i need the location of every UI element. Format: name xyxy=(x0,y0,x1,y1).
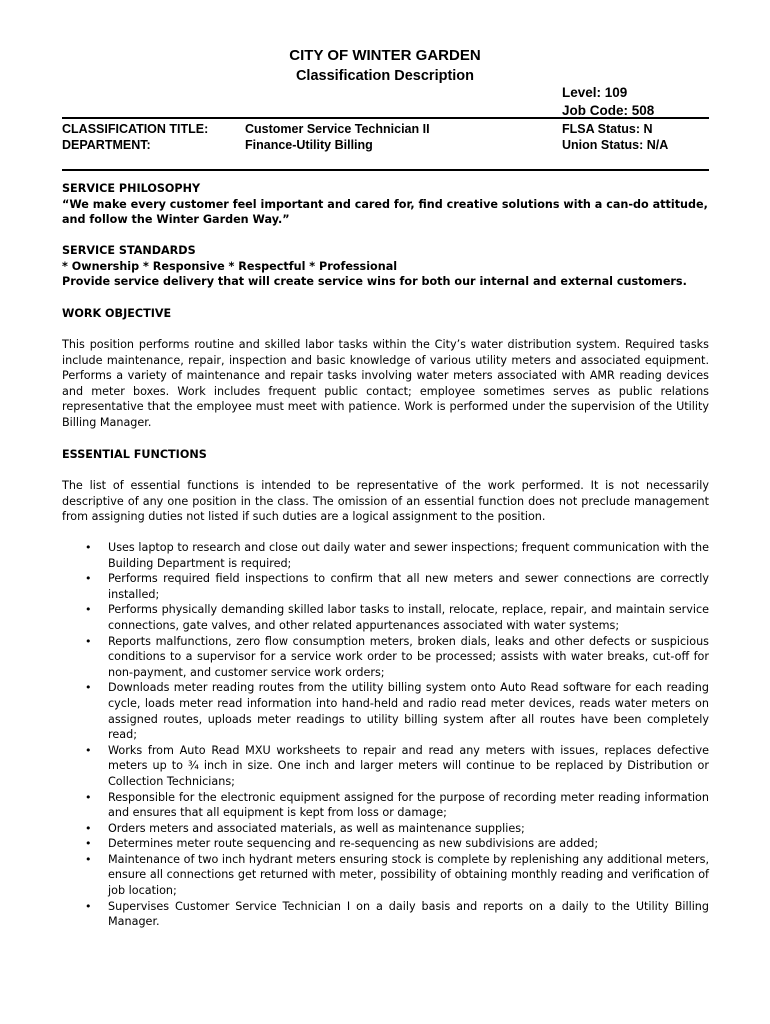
list-item: • Uses laptop to research and close out daily water and sewer inspections; frequent communication with the Building Department is required; xyxy=(85,541,709,570)
job-code-text: Job Code: 508 xyxy=(562,103,655,118)
service-philosophy-text: “We make every customer feel important and cared for, find creative solutions with a can-do attitude, and follow the Winter Garden Way.” xyxy=(62,197,708,227)
bullet-icon: • xyxy=(85,852,92,866)
bullet-icon: • xyxy=(85,541,92,554)
department-value: Finance-Utility Billing xyxy=(245,138,373,152)
bullet-icon: • xyxy=(85,790,92,804)
service-standards-section xyxy=(62,243,709,290)
service-standards-statement: Provide service delivery that will create service wins for both our internal and external customers. xyxy=(62,275,687,289)
list-item: • Maintenance of two inch hydrant meters ensuring stock is complete by replenishing any additional meters, ensure all connections get returned with meter, possibility of obtaining monthly reading and verification of job location; xyxy=(85,852,709,898)
level-block xyxy=(562,84,654,120)
org-title: CITY OF WINTER GARDEN xyxy=(289,47,481,64)
document-subtitle: Classification Description xyxy=(295,68,475,84)
list-item: • Determines meter route sequencing and re-sequencing as new subdivisions are added; xyxy=(85,837,599,851)
union-status: Union Status: N/A xyxy=(562,138,669,152)
list-item: • Supervises Customer Service Technician I on a daily basis and reports on a daily to the Utility Billing Manager. xyxy=(85,899,709,929)
service-philosophy-section xyxy=(62,181,709,228)
list-item: • Responsible for the electronic equipment assigned for the purpose of recording meter reading information and ensures that all equipment is kept from loss or damage; xyxy=(85,790,709,820)
service-philosophy-heading: SERVICE PHILOSOPHY xyxy=(62,182,201,195)
bullet-icon: • xyxy=(85,899,92,913)
bullet-icon: • xyxy=(85,634,92,648)
level-text: Level: 109 xyxy=(562,85,628,100)
bullet-icon: • xyxy=(85,821,92,835)
list-item: • Performs required field inspections to confirm that all new meters and sewer connections are correctly installed; xyxy=(85,572,709,601)
bullet-icon: • xyxy=(85,572,92,586)
bullet-icon: • xyxy=(85,743,92,757)
list-item: • Downloads meter reading routes from the utility billing system onto Auto Read software for each reading cycle, loads meter read information into hand-held and radio read meter devices, reads water meters on assigned routes, uploads meter readings to utility billing system after all routes have been completely read; xyxy=(85,681,709,742)
header-bottom-rule xyxy=(62,169,709,171)
essential-functions-heading: ESSENTIAL FUNCTIONS xyxy=(62,448,207,461)
list-item: • Reports malfunctions, zero flow consumption meters, broken dials, leaks and other defects or suspicious conditions to a supervisor for a service work order to be processed; assists with water breaks, cut-off for non-payment, and customer service work orders; xyxy=(85,634,709,679)
classification-value: Customer Service Technician II xyxy=(245,122,430,136)
service-standards-values: * Ownership * Responsive * Respectful * Professional xyxy=(62,259,398,273)
bullet-icon: • xyxy=(85,681,92,695)
work-objective-heading: WORK OBJECTIVE xyxy=(62,307,172,320)
department-label: DEPARTMENT: xyxy=(62,138,151,152)
bullet-icon: • xyxy=(85,603,92,617)
service-standards-heading: SERVICE STANDARDS xyxy=(62,244,196,257)
flsa-status: FLSA Status: N xyxy=(562,122,653,136)
work-objective-text: This position performs routine and skilled labor tasks within the City’s water distribution system. Required tasks include maintenance, repair, inspection and basic knowledge of various utility meters and associated equipment. Performs a variety of maintenance and repair tasks involving water meters associated with AMR reading devices and meter boxes. Work includes frequent public contact; employee sometimes serves as public relations representative that the employee must meet with patience. Work is performed under the supervision of the Utility Billing Manager. xyxy=(62,338,709,429)
essential-functions-intro: The list of essential functions is intended to be representative of the work performed. It is not necessarily descriptive of any one position in the class. The omission of an essential function does not preclude management from assigning duties not listed if such duties are a logical assignment to the position. xyxy=(62,479,709,524)
essential-functions-list xyxy=(62,540,709,930)
list-item: • Performs physically demanding skilled labor tasks to install, relocate, replace, repair, and maintain service connections, gate valves, and other related appurtenances associated with water systems; xyxy=(85,603,709,632)
bullet-icon: • xyxy=(85,837,92,851)
list-item: • Orders meters and associated materials, as well as maintenance supplies; xyxy=(85,821,525,835)
classification-label: CLASSIFICATION TITLE: xyxy=(62,122,209,136)
list-item: • Works from Auto Read MXU worksheets to repair and read any meters with issues, replaces defective meters up to ¾ inch in size. One inch and larger meters will continue to be replaced by Distribution or Collection Technicians; xyxy=(85,743,709,788)
header-top-rule xyxy=(62,117,709,119)
